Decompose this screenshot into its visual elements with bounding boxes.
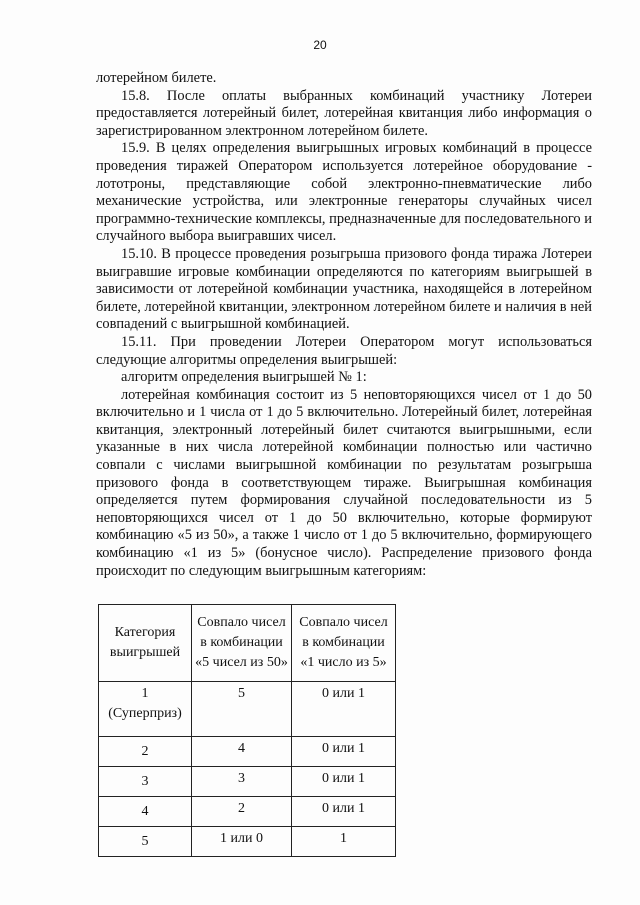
cell-match-1-of-5: 1 [292, 827, 396, 857]
table-row [99, 682, 396, 737]
cell-category: 4 [99, 797, 192, 827]
cell-match-5-of-50: 1 или 0 [192, 827, 292, 857]
header-category: Категория выигрышей [99, 605, 192, 682]
cell-category: 3 [99, 767, 192, 797]
cell-category: 2 [99, 737, 192, 767]
prize-categories-table [98, 604, 396, 857]
cell-match-1-of-5: 0 или 1 [292, 737, 396, 767]
cell-category: 5 [99, 827, 192, 857]
paragraph-15-9: 15.9. В целях определения выигрышных игровых комбинаций в процессе проведения тиражей Оператором используется лотерейное оборудование - лототроны, представляющие собой электронно-пневматические либо механические устройства, или электронные генераторы случайных чисел программно-технические комплексы, предназначенные для последовательного и случайного выбора выигравших чисел. [96, 140, 592, 245]
cell-match-5-of-50: 5 [192, 682, 292, 737]
table-row [99, 797, 396, 827]
header-match-1-of-5: Совпало чисел в комбинации «1 число из 5» [292, 605, 396, 682]
paragraph-15-11: 15.11. При проведении Лотереи Оператором могут использоваться следующие алгоритмы определения выигрышей: [96, 333, 592, 368]
table-row [99, 827, 396, 857]
cell-match-1-of-5: 0 или 1 [292, 682, 396, 737]
cell-match-1-of-5: 0 или 1 [292, 767, 396, 797]
cell-category: 1 (Суперприз) [99, 682, 192, 737]
page-number: 20 [313, 38, 327, 52]
cell-match-5-of-50: 2 [192, 797, 292, 827]
paragraph-15-8: 15.8. После оплаты выбранных комбинаций участнику Лотереи предоставляется лотерейный билет, лотерейная квитанция либо информация о зарегистрированном электронном лотерейном билете. [96, 87, 592, 139]
paragraph-continuation: лотерейном билете. [96, 70, 217, 86]
body-text [96, 70, 592, 580]
cell-match-1-of-5: 0 или 1 [292, 797, 396, 827]
cell-match-5-of-50: 3 [192, 767, 292, 797]
paragraph-algorithm-title: алгоритм определения выигрышей № 1: [121, 369, 367, 386]
cell-match-5-of-50: 4 [192, 737, 292, 767]
table-row [99, 767, 396, 797]
header-match-5-of-50: Совпало чисел в комбинации «5 чисел из 50» [192, 605, 292, 682]
paragraph-algorithm-description: лотерейная комбинация состоит из 5 неповторяющихся чисел от 1 до 50 включительно и 1 числа от 1 до 5 включительно. Лотерейный билет, лотерейная квитанция, электронный лотерейный билет считаются выигрышными, если указанные в них числа лотерейной комбинации полностью или частично совпали с числами выигрышной комбинации по результатам розыгрыша призового фонда в соответствующем тираже. Выигрышная комбинация определяется путем формирования случайной последовательности из 5 неповторяющихся чисел от 1 до 50 включительно, которые формируют комбинацию «5 из 50», а также 1 число от 1 до 5 включительно, формирующего комбинацию «1 из 5» (бонусное число). Распределение призового фонда происходит по следующим выигрышным категориям: [96, 386, 592, 579]
table-header-row [99, 605, 396, 682]
table-row [99, 737, 396, 767]
paragraph-15-10: 15.10. В процессе проведения розыгрыша призового фонда тиража Лотереи выигравшие игровые комбинации определяются по категориям выигрышей в зависимости от лотерейной комбинации участника, находящейся в лотерейном билете, лотерейной квитанции, электронном лотерейном билете и наличия в ней совпадений с выигрышной комбинацией. [96, 245, 592, 333]
